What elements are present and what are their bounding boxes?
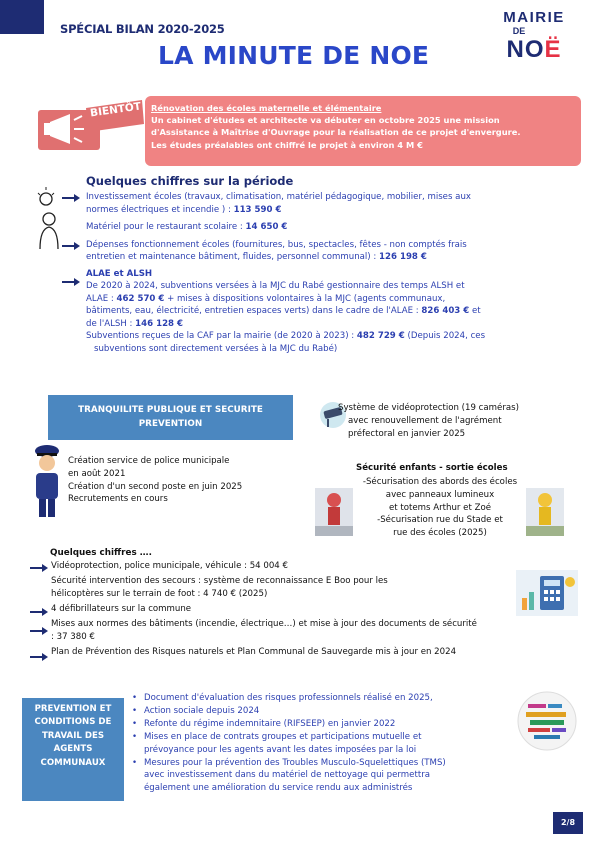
arrow-icon <box>62 277 80 287</box>
page-title: LA MINUTE DE NOE <box>158 41 430 70</box>
list-item <box>130 731 530 757</box>
securite-line-1: -Sécurisation des abords des écoles <box>362 477 518 487</box>
chiffres2-line-1: Vidéoprotection, police municipale, véhicule : 54 004 € <box>51 561 288 571</box>
prevention-list <box>130 692 530 795</box>
video-line-2: avec renouvellement de l'agrément <box>348 415 502 426</box>
special-label: SPÉCIAL BILAN 2020-2025 <box>60 22 225 36</box>
police-text <box>68 455 242 506</box>
police-line-1: Création service de police municipale <box>68 456 230 466</box>
alae-mad-label: bâtiments, eau, électricité, entretien espaces verts) dans le cadre de l'ALAE : <box>86 306 422 316</box>
renovation-line-2: d'Assistance à Maîtrise d'Ouvrage pour la réalisation de ce projet d'envergure. <box>151 127 521 138</box>
alae-mad-suffix: et <box>469 306 481 316</box>
arrow-icon <box>30 607 48 617</box>
investissement-value: 113 590 € <box>233 204 282 215</box>
alsh-value: 146 128 € <box>135 318 184 329</box>
restaurant-value: 14 650 € <box>245 222 288 232</box>
renovation-line-3: Les études préalables ont chiffré le projet à environ 4 M € <box>151 139 423 150</box>
caf-value: 482 729 € <box>356 331 405 341</box>
investissement-line-1: Investissement écoles (travaux, climatisation, matériel pédagogique, mobilier, mises aux <box>86 192 471 202</box>
police-line-3: Création d'un second poste en juin 2025 <box>68 481 243 492</box>
alae-line-2 <box>86 293 576 306</box>
megaphone-badge <box>36 100 146 160</box>
logo-line-1: MAIRIE <box>503 9 565 26</box>
police-illustration <box>30 443 64 521</box>
word-globe-illustration <box>516 690 578 752</box>
renovation-title: Rénovation des écoles maternelle et élémentaire <box>151 103 382 113</box>
video-line-3: préfectoral en janvier 2025 <box>348 428 466 439</box>
chiffres2-text <box>51 560 591 659</box>
depenses-label: entretien et maintenance bâtiment, fluides, personnel communal) : <box>86 252 380 262</box>
alae-line-1: De 2020 à 2024, subventions versées à la MJC du Rabé gestionnaire des temps ALSH et <box>86 281 465 291</box>
logo-line-2: DE <box>512 26 526 36</box>
caf-line-2: subventions sont directement versées à la MJC du Rabé) <box>94 343 338 354</box>
tranquilite-label: TRANQUILITE PUBLIQUE ET SECURITE PREVENTION <box>78 405 263 429</box>
prevention-item-5a: • Mesures pour la prévention des Troubles Musculo-Squelettiques (TMS) <box>144 757 446 768</box>
chiffres2-line-5: Mises aux normes des bâtiments (incendie, électrique…) et mise à jour des documents de sécurité <box>51 619 477 629</box>
budget-illustration <box>516 570 578 616</box>
list-item <box>130 718 530 731</box>
thinker-illustration <box>36 185 62 249</box>
alae-line-3 <box>86 305 576 318</box>
arrow-icon <box>30 626 48 636</box>
mairie-logo <box>488 10 580 63</box>
prevention-item-4a: • Mises en place de contrats groupes et participations mutuelle et <box>144 731 422 742</box>
securite-title: Sécurité enfants - sortie écoles <box>356 463 508 473</box>
school-sign-photo-1 <box>315 488 353 536</box>
renovation-box <box>145 96 581 166</box>
page-number: 2/8 <box>553 812 583 834</box>
top-corner-bar <box>0 0 44 34</box>
chiffres2-line-2: Sécurité intervention des secours : système de reconnaissance E Boo pour les <box>51 576 388 586</box>
arrow-icon <box>62 241 80 251</box>
chiffres2-line-7: Plan de Prévention des Risques naturels et Plan Communal de Sauvegarde mis à jour en 2024 <box>51 647 457 657</box>
idea-person-icon <box>36 185 62 249</box>
logo-line-3: NOË <box>506 36 562 63</box>
caf-label: Subventions reçues de la CAF par la mairie (de 2020 à 2023) : <box>86 331 357 341</box>
alsh-label: de l'ALSH : <box>86 318 136 329</box>
list-item <box>130 692 530 705</box>
restaurant-label: Matériel pour le restaurant scolaire : <box>86 222 246 232</box>
police-line-2: en août 2021 <box>68 468 126 479</box>
caf-line-1 <box>86 330 576 343</box>
chiffres2-line-4: 4 défibrillateurs sur la commune <box>51 604 192 614</box>
child-totem-icon <box>526 488 564 536</box>
securite-line-2: avec panneaux lumineux <box>385 489 495 500</box>
list-item <box>130 705 530 718</box>
alae-mad-value: 826 403 € <box>421 306 470 316</box>
tranquilite-box <box>48 395 293 440</box>
prevention-item-5b: avec investissement dans du matériel de nettoyage qui permettra <box>144 770 430 781</box>
depenses-value: 126 198 € <box>379 252 427 262</box>
securite-text <box>356 476 524 540</box>
police-officer-icon <box>30 443 64 521</box>
prevention-item-2: Action sociale depuis 2024 <box>144 705 260 716</box>
arrow-icon <box>30 652 48 662</box>
alsh-line <box>86 318 576 331</box>
list-item <box>130 757 530 796</box>
chiffres2-line-6: : 37 380 € <box>51 632 95 642</box>
caf-text: (Depuis 2024, ces <box>404 331 486 341</box>
investissement-label: normes électriques et incendie ) : <box>86 204 234 215</box>
securite-line-3: et totems Arthur et Zoé <box>388 502 491 513</box>
chiffres2-heading: Quelques chiffres …. <box>50 548 152 558</box>
prevention-box <box>22 698 124 801</box>
depenses-line-1: Dépenses fonctionnement écoles (fournitures, bus, spectacles, fêtes - non comptés frais <box>86 239 467 250</box>
chiffres-periode-text <box>86 191 576 355</box>
alae-title: ALAE et ALSH <box>86 268 153 279</box>
prevention-item-3: Refonte du régime indemnitaire (RIFSEEP) en janvier 2022 <box>144 718 396 729</box>
investissement-line-2 <box>86 204 576 217</box>
securite-line-4: -Sécurisation rue du Stade et <box>377 515 503 526</box>
prevention-item-5c: également une amélioration du service rendu aux administrés <box>144 783 413 794</box>
chiffres2-line-3: hélicoptères sur le terrain de foot : 4 740 € (2025) <box>51 589 268 599</box>
restaurant-line <box>86 221 576 234</box>
video-text <box>338 402 519 440</box>
chiffres-periode-heading: Quelques chiffres sur la période <box>86 174 294 188</box>
calculator-icon <box>516 570 578 616</box>
prevention-label: PREVENTION ET CONDITIONS DE TRAVAIL DES AGENTS COMMUNAUX <box>34 704 112 768</box>
word-globe-icon <box>516 690 578 752</box>
prevention-item-4b: prévoyance pour les agents avant les dates imposées par la loi <box>144 744 417 755</box>
securite-line-5: rue des écoles (2025) <box>393 528 487 539</box>
prevention-item-1: Document d'évaluation des risques professionnels réalisé en 2025, <box>144 693 433 703</box>
arrow-icon <box>62 193 80 203</box>
badge-bientot: BIENTÔT <box>89 100 142 120</box>
alae-value: 462 570 € <box>116 293 165 304</box>
renovation-line-1: Un cabinet d'études et architecte va débuter en octobre 2025 une mission <box>151 115 500 126</box>
police-line-4: Recrutements en cours <box>68 494 168 505</box>
school-sign-photo-2 <box>526 488 564 536</box>
alae-label: ALAE : <box>86 293 117 304</box>
depenses-line-2 <box>86 251 576 264</box>
video-line-1: Système de vidéoprotection (19 caméras) <box>338 403 519 413</box>
arrow-icon <box>30 563 48 573</box>
child-totem-icon <box>315 488 353 536</box>
alae-text: + mises à dispositions volontaires à la MJC (agents communaux, <box>164 293 446 304</box>
